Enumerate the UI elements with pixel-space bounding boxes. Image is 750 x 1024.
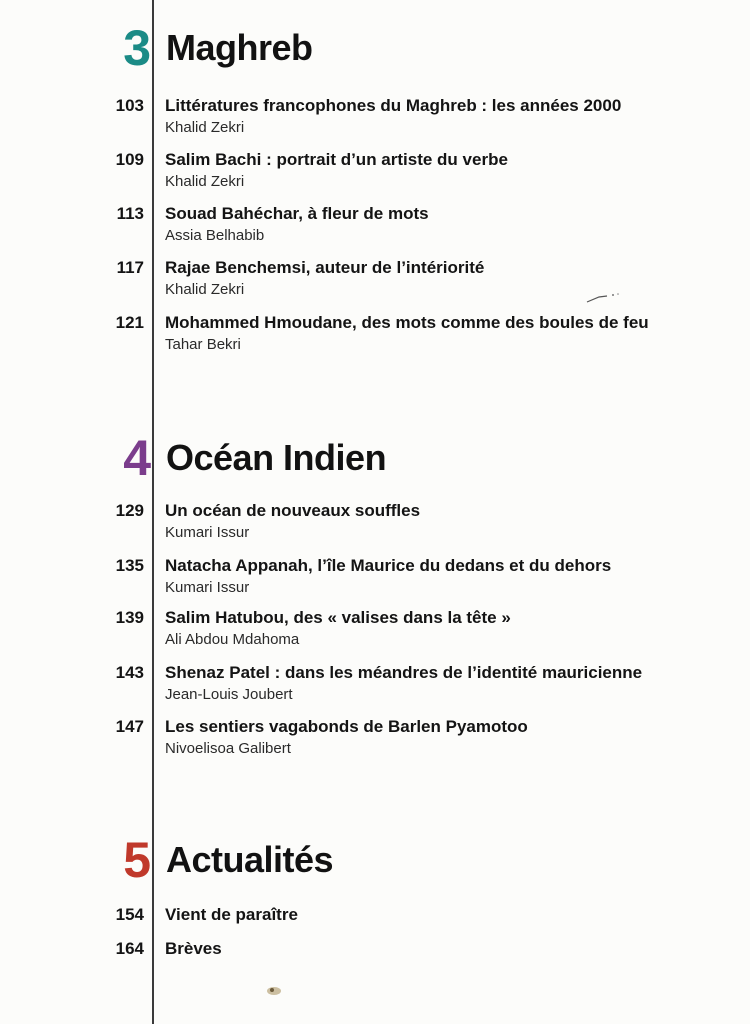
entry-author: Kumari Issur <box>165 579 250 596</box>
entry-author: Kumari Issur <box>165 524 250 541</box>
toc-entry[interactable] <box>0 662 750 712</box>
page-number: 147 <box>115 717 144 736</box>
page-number: 109 <box>115 150 144 169</box>
section-ocean-indien <box>0 430 750 486</box>
section-header <box>0 20 750 76</box>
section-title: Océan Indien <box>166 437 387 478</box>
entry-author: Khalid Zekri <box>165 119 245 136</box>
entry-title: Un océan de nouveaux souffles <box>165 501 421 520</box>
entry-title: Les sentiers vagabonds de Barlen Pyamotoo <box>165 717 528 736</box>
page-number: 135 <box>115 556 144 575</box>
toc-entry[interactable] <box>0 938 750 962</box>
section-number: 3 <box>123 20 150 76</box>
section-header <box>0 832 750 888</box>
entry-title: Souad Bahéchar, à fleur de mots <box>165 204 429 223</box>
entry-author: Tahar Bekri <box>165 336 241 353</box>
entry-title: Rajae Benchemsi, auteur de l’intériorité <box>165 258 485 277</box>
section-number: 5 <box>123 832 150 888</box>
entry-title: Salim Hatubou, des « valises dans la tête » <box>165 608 511 627</box>
entry-title: Littératures francophones du Maghreb : les années 2000 <box>165 96 622 115</box>
entry-author: Jean-Louis Joubert <box>165 686 293 703</box>
page-number: 139 <box>115 608 144 627</box>
entry-author: Khalid Zekri <box>165 173 245 190</box>
scan-smudge-icon <box>262 983 286 999</box>
entry-title: Vient de paraître <box>165 905 298 924</box>
section-number: 4 <box>123 430 150 486</box>
page-number: 129 <box>115 501 144 520</box>
scan-smudge-icon <box>585 288 625 306</box>
page-number: 121 <box>115 313 144 332</box>
section-header <box>0 430 750 486</box>
entry-title: Brèves <box>165 939 222 958</box>
page-number: 113 <box>116 204 144 223</box>
entry-author: Khalid Zekri <box>165 281 245 298</box>
toc-entry[interactable] <box>0 95 750 145</box>
toc-entry[interactable] <box>0 904 750 928</box>
toc-entry[interactable] <box>0 312 750 362</box>
page-number: 117 <box>116 258 144 277</box>
section-maghreb <box>0 20 750 76</box>
toc-entry[interactable] <box>0 203 750 253</box>
entry-author: Ali Abdou Mdahoma <box>165 631 300 648</box>
section-title: Actualités <box>166 839 334 880</box>
toc-entry[interactable] <box>0 555 750 605</box>
toc-entry[interactable] <box>0 257 750 307</box>
section-actualites <box>0 832 750 888</box>
entry-title: Salim Bachi : portrait d’un artiste du verbe <box>165 150 508 169</box>
toc-entry[interactable] <box>0 149 750 199</box>
toc-entry[interactable] <box>0 607 750 657</box>
entry-title: Shenaz Patel : dans les méandres de l’identité mauricienne <box>165 663 643 682</box>
section-title: Maghreb <box>166 27 313 68</box>
page-number: 164 <box>115 939 144 958</box>
page-number: 103 <box>115 96 144 115</box>
page-number: 143 <box>115 663 144 682</box>
toc-entry[interactable] <box>0 500 750 550</box>
toc-entry[interactable] <box>0 716 750 766</box>
entry-title: Mohammed Hmoudane, des mots comme des boules de feu <box>165 313 649 332</box>
entry-author: Assia Belhabib <box>165 227 265 244</box>
page-number: 154 <box>115 905 144 924</box>
entry-title: Natacha Appanah, l’île Maurice du dedans et du dehors <box>165 556 612 575</box>
entry-author: Nivoelisoa Galibert <box>165 740 291 757</box>
